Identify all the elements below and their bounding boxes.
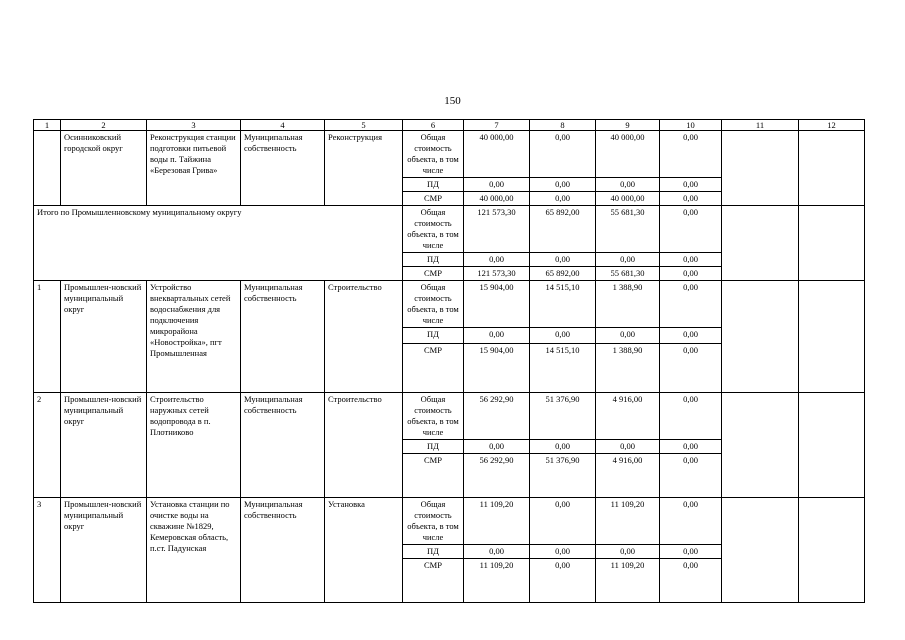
- value-cell: 0,00: [596, 328, 660, 344]
- value-cell: 55 681,30: [596, 267, 660, 281]
- table-row: [34, 498, 865, 545]
- value-cell: 0,00: [596, 178, 660, 192]
- cost-label-smr: СМР: [403, 267, 464, 281]
- column-header: 10: [660, 120, 722, 131]
- row-number: 3: [34, 498, 61, 603]
- cost-label-smr: СМР: [403, 454, 464, 498]
- value-cell: 0,00: [660, 192, 722, 206]
- empty-cell: [799, 393, 865, 498]
- value-cell: 0,00: [660, 131, 722, 178]
- cost-label-pd: ПД: [403, 328, 464, 344]
- district-cell: Промышлен-новский муниципальный округ: [61, 498, 147, 603]
- column-header: 12: [799, 120, 865, 131]
- value-cell: 14 515,10: [530, 281, 596, 328]
- value-cell: 15 904,00: [464, 344, 530, 393]
- object-cell: Строительство наружных сетей водопровода в п. Плотниково: [147, 393, 241, 498]
- empty-cell: [722, 393, 799, 498]
- value-cell: 65 892,00: [530, 206, 596, 253]
- value-cell: 0,00: [464, 178, 530, 192]
- value-cell: 0,00: [530, 498, 596, 545]
- empty-cell: [799, 281, 865, 393]
- value-cell: 40 000,00: [464, 131, 530, 178]
- value-cell: 11 109,20: [596, 498, 660, 545]
- cost-label-smr: СМР: [403, 192, 464, 206]
- value-cell: 0,00: [660, 559, 722, 603]
- district-cell: Промышлен-новский муниципальный округ: [61, 281, 147, 393]
- value-cell: 0,00: [660, 178, 722, 192]
- column-header: 5: [325, 120, 403, 131]
- value-cell: 65 892,00: [530, 267, 596, 281]
- object-cell: Устройство внеквартальных сетей водоснабжения для подключения микрорайона «Новостройка», пгт Промышленная: [147, 281, 241, 393]
- value-cell: 0,00: [660, 344, 722, 393]
- ownership-cell: Муниципальная собственность: [241, 393, 325, 498]
- work-type-cell: Реконструкция: [325, 131, 403, 206]
- value-cell: 0,00: [530, 545, 596, 559]
- value-cell: 0,00: [660, 440, 722, 454]
- column-header: 8: [530, 120, 596, 131]
- value-cell: 0,00: [530, 559, 596, 603]
- value-cell: 0,00: [530, 131, 596, 178]
- cost-label-total: Общая стоимость объекта, в том числе: [403, 131, 464, 178]
- empty-cell: [722, 131, 799, 206]
- cost-label-smr: СМР: [403, 344, 464, 393]
- value-cell: 0,00: [660, 454, 722, 498]
- value-cell: 0,00: [464, 545, 530, 559]
- object-cell: Установка станции по очистке воды на скважине №1829, Кемеровская область, п.ст. Падунская: [147, 498, 241, 603]
- value-cell: 0,00: [660, 253, 722, 267]
- ownership-cell: Муниципальная собственность: [241, 131, 325, 206]
- column-header: 6: [403, 120, 464, 131]
- value-cell: 0,00: [596, 545, 660, 559]
- value-cell: 0,00: [596, 440, 660, 454]
- value-cell: 11 109,20: [596, 559, 660, 603]
- value-cell: 0,00: [530, 192, 596, 206]
- value-cell: 56 292,90: [464, 393, 530, 440]
- cost-label-total: Общая стоимость объекта, в том числе: [403, 498, 464, 545]
- cost-label-pd: ПД: [403, 178, 464, 192]
- value-cell: 0,00: [530, 328, 596, 344]
- value-cell: 0,00: [660, 206, 722, 253]
- value-cell: 15 904,00: [464, 281, 530, 328]
- cost-label-total: Общая стоимость объекта, в том числе: [403, 393, 464, 440]
- value-cell: 4 916,00: [596, 454, 660, 498]
- row-number: 1: [34, 281, 61, 393]
- value-cell: 121 573,30: [464, 267, 530, 281]
- column-header: 4: [241, 120, 325, 131]
- column-header: 7: [464, 120, 530, 131]
- value-cell: 4 916,00: [596, 393, 660, 440]
- cost-label-pd: ПД: [403, 440, 464, 454]
- value-cell: 0,00: [464, 328, 530, 344]
- value-cell: 121 573,30: [464, 206, 530, 253]
- empty-cell: [799, 498, 865, 603]
- column-header: 11: [722, 120, 799, 131]
- value-cell: 51 376,90: [530, 393, 596, 440]
- value-cell: 0,00: [660, 267, 722, 281]
- value-cell: 0,00: [464, 440, 530, 454]
- value-cell: 56 292,90: [464, 454, 530, 498]
- page-number: 150: [444, 95, 461, 107]
- value-cell: 51 376,90: [530, 454, 596, 498]
- value-cell: 0,00: [464, 253, 530, 267]
- column-header: 2: [61, 120, 147, 131]
- value-cell: 11 109,20: [464, 559, 530, 603]
- empty-cell: [799, 206, 865, 281]
- investment-table: [33, 119, 865, 603]
- value-cell: 14 515,10: [530, 344, 596, 393]
- table-row: [34, 281, 865, 328]
- value-cell: 1 388,90: [596, 281, 660, 328]
- value-cell: 0,00: [660, 328, 722, 344]
- value-cell: 0,00: [530, 440, 596, 454]
- value-cell: 1 388,90: [596, 344, 660, 393]
- cost-label-total: Общая стоимость объекта, в том числе: [403, 281, 464, 328]
- object-cell: Реконструкция станции подготовки питьевой воды п. Тайжина «Березовая Грива»: [147, 131, 241, 206]
- work-type-cell: Установка: [325, 498, 403, 603]
- work-type-cell: Строительство: [325, 281, 403, 393]
- header-row: [34, 120, 865, 131]
- cost-label-total: Общая стоимость объекта, в том числе: [403, 206, 464, 253]
- value-cell: 0,00: [660, 281, 722, 328]
- value-cell: 0,00: [530, 253, 596, 267]
- value-cell: 0,00: [660, 498, 722, 545]
- empty-cell: [722, 206, 799, 281]
- ownership-cell: Муниципальная собственность: [241, 281, 325, 393]
- value-cell: 0,00: [660, 393, 722, 440]
- cost-label-pd: ПД: [403, 253, 464, 267]
- row-number: [34, 131, 61, 206]
- value-cell: 0,00: [530, 178, 596, 192]
- table-row: [34, 131, 865, 178]
- row-number: 2: [34, 393, 61, 498]
- value-cell: 0,00: [596, 253, 660, 267]
- value-cell: 40 000,00: [596, 131, 660, 178]
- value-cell: 0,00: [660, 545, 722, 559]
- empty-cell: [722, 498, 799, 603]
- table-row: [34, 393, 865, 440]
- work-type-cell: Строительство: [325, 393, 403, 498]
- ownership-cell: Муниципальная собственность: [241, 498, 325, 603]
- empty-cell: [722, 281, 799, 393]
- district-cell: Промышлен-новский муниципальный округ: [61, 393, 147, 498]
- value-cell: 40 000,00: [596, 192, 660, 206]
- value-cell: 40 000,00: [464, 192, 530, 206]
- cost-label-pd: ПД: [403, 545, 464, 559]
- cost-label-smr: СМР: [403, 559, 464, 603]
- subtotal-label: Итого по Промышленновскому муниципальному округу: [34, 206, 403, 281]
- value-cell: 11 109,20: [464, 498, 530, 545]
- value-cell: 55 681,30: [596, 206, 660, 253]
- column-header: 9: [596, 120, 660, 131]
- column-header: 1: [34, 120, 61, 131]
- column-header: 3: [147, 120, 241, 131]
- empty-cell: [799, 131, 865, 206]
- subtotal-row: [34, 206, 865, 253]
- district-cell: Осинниковский городской округ: [61, 131, 147, 206]
